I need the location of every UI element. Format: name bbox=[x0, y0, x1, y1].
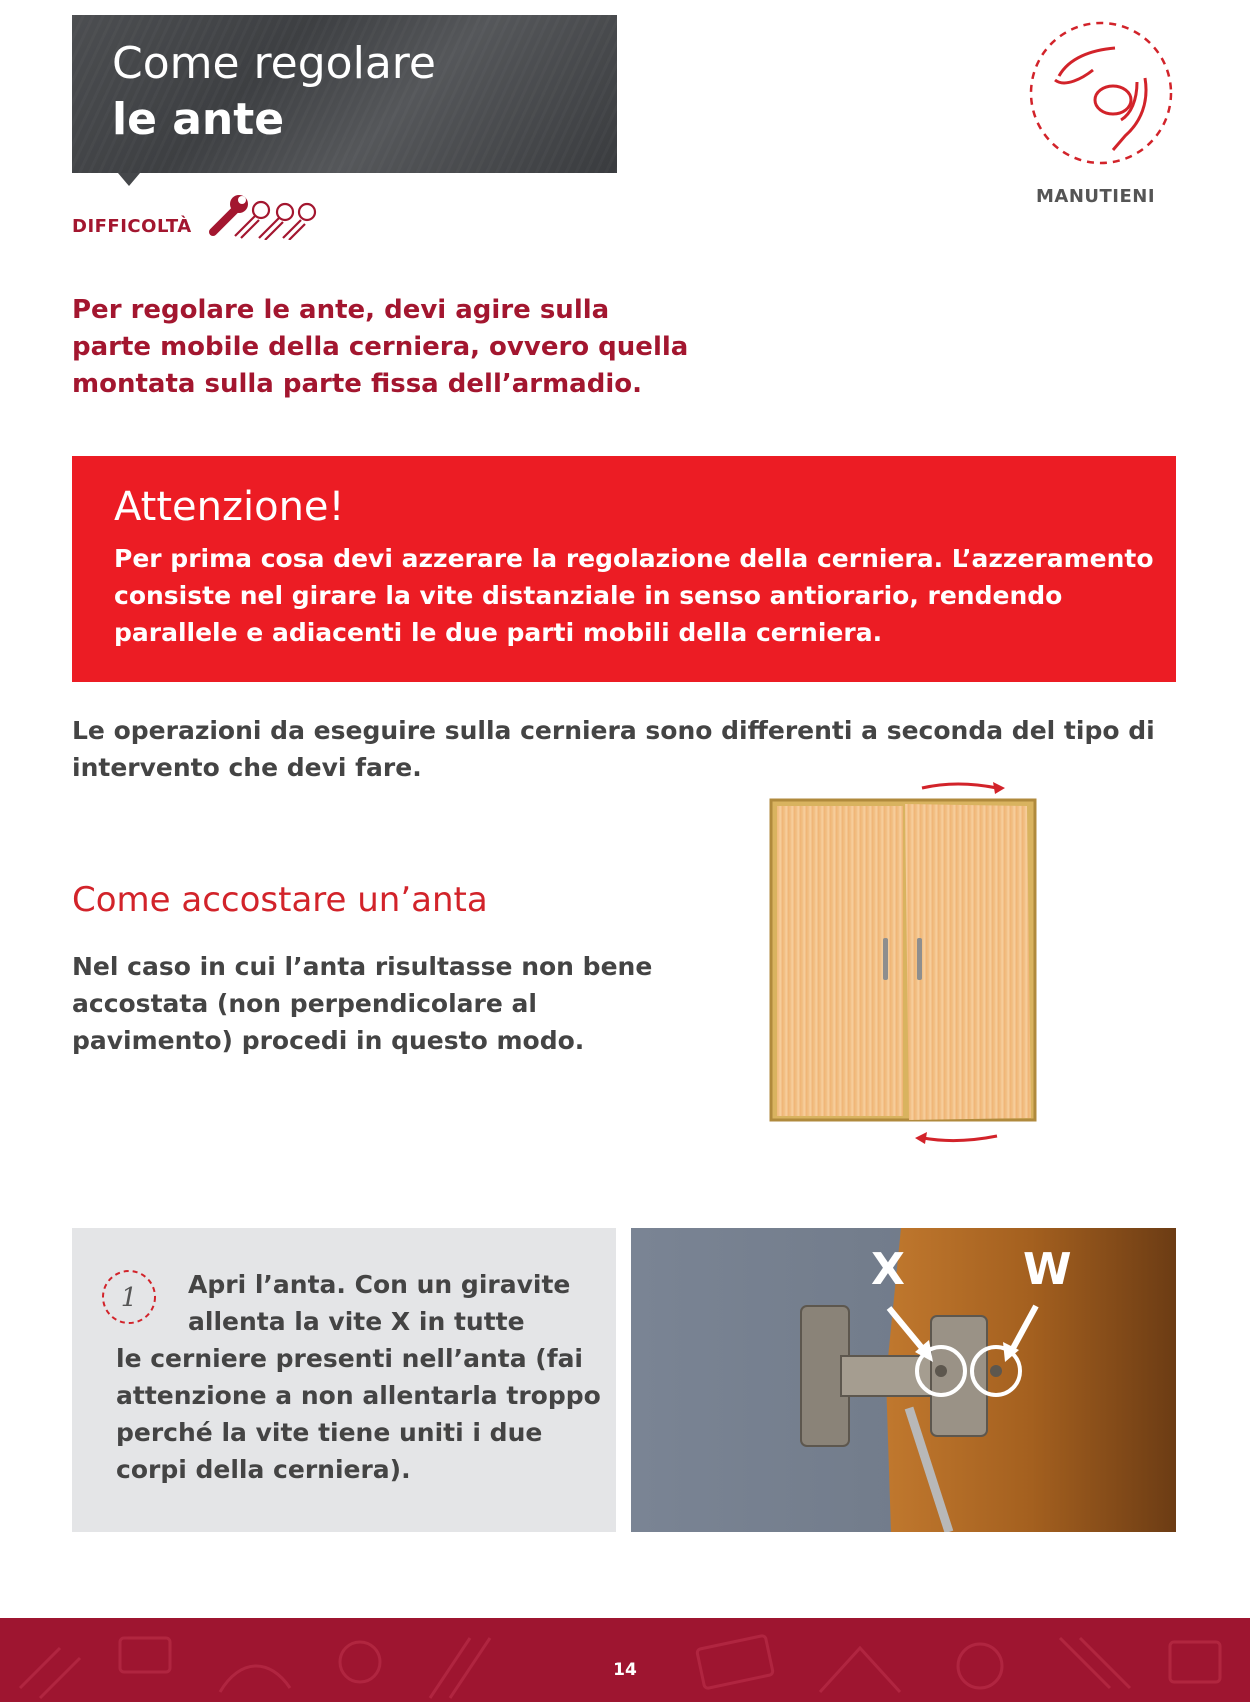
section-text: Nel caso in cui l’anta risultasse non bene accostata (non perpendicolare al pavimento) procedi in questo modo. bbox=[72, 952, 653, 1055]
operations-text: Le operazioni da eseguire sulla cerniera sono differenti a seconda del tipo di intervento che devi fare. bbox=[72, 716, 1155, 782]
wrench-icon-filled bbox=[213, 195, 248, 232]
photo-label-w: W bbox=[1023, 1244, 1072, 1295]
title-box-pointer bbox=[118, 173, 140, 186]
difficulty-wrench-icons bbox=[205, 186, 317, 240]
attention-title: Attenzione! bbox=[114, 484, 345, 530]
step-text-part2: le cerniere presenti nell’anta (fai attenzione a non allentarla troppo perché la vite tiene uniti i due corpi della cerniera). bbox=[116, 1344, 601, 1484]
step-number-circle bbox=[100, 1268, 158, 1326]
page-title-line1: Come regolare bbox=[112, 38, 436, 89]
right-handle bbox=[917, 938, 922, 980]
right-door bbox=[905, 804, 1031, 1120]
photo-label-x: X bbox=[871, 1244, 905, 1295]
difficulty-label: DIFFICOLTÀ bbox=[72, 216, 192, 237]
step-number: 1 bbox=[120, 1283, 138, 1313]
hands-piggy-bank-icon bbox=[1025, 18, 1177, 168]
left-handle bbox=[883, 938, 888, 980]
intro-text: Per regolare le ante, devi agire sulla parte mobile della cerniera, ovvero quella montata sulla parte fissa dell’armadio. bbox=[72, 295, 689, 399]
step-text-part1: Apri l’anta. Con un giravite allenta la vite X in tutte bbox=[188, 1270, 571, 1336]
hinge-photo bbox=[631, 1228, 1176, 1532]
cabinet-doors-illustration bbox=[765, 770, 1065, 1146]
category-label: MANUTIENI bbox=[1036, 186, 1156, 207]
page-number: 14 bbox=[613, 1660, 637, 1680]
section-title: Come accostare un’anta bbox=[72, 880, 488, 920]
arrow-top-icon bbox=[922, 784, 997, 788]
arrow-bottom-icon bbox=[923, 1136, 997, 1141]
attention-text: Per prima cosa devi azzerare la regolazione della cerniera. L’azzeramento consiste nel girare la vite distanziale in senso antiorario, rendendo parallele e adiacenti le due parti mobili della cerniera. bbox=[114, 544, 1154, 647]
page-title-line2: le ante bbox=[112, 94, 285, 145]
